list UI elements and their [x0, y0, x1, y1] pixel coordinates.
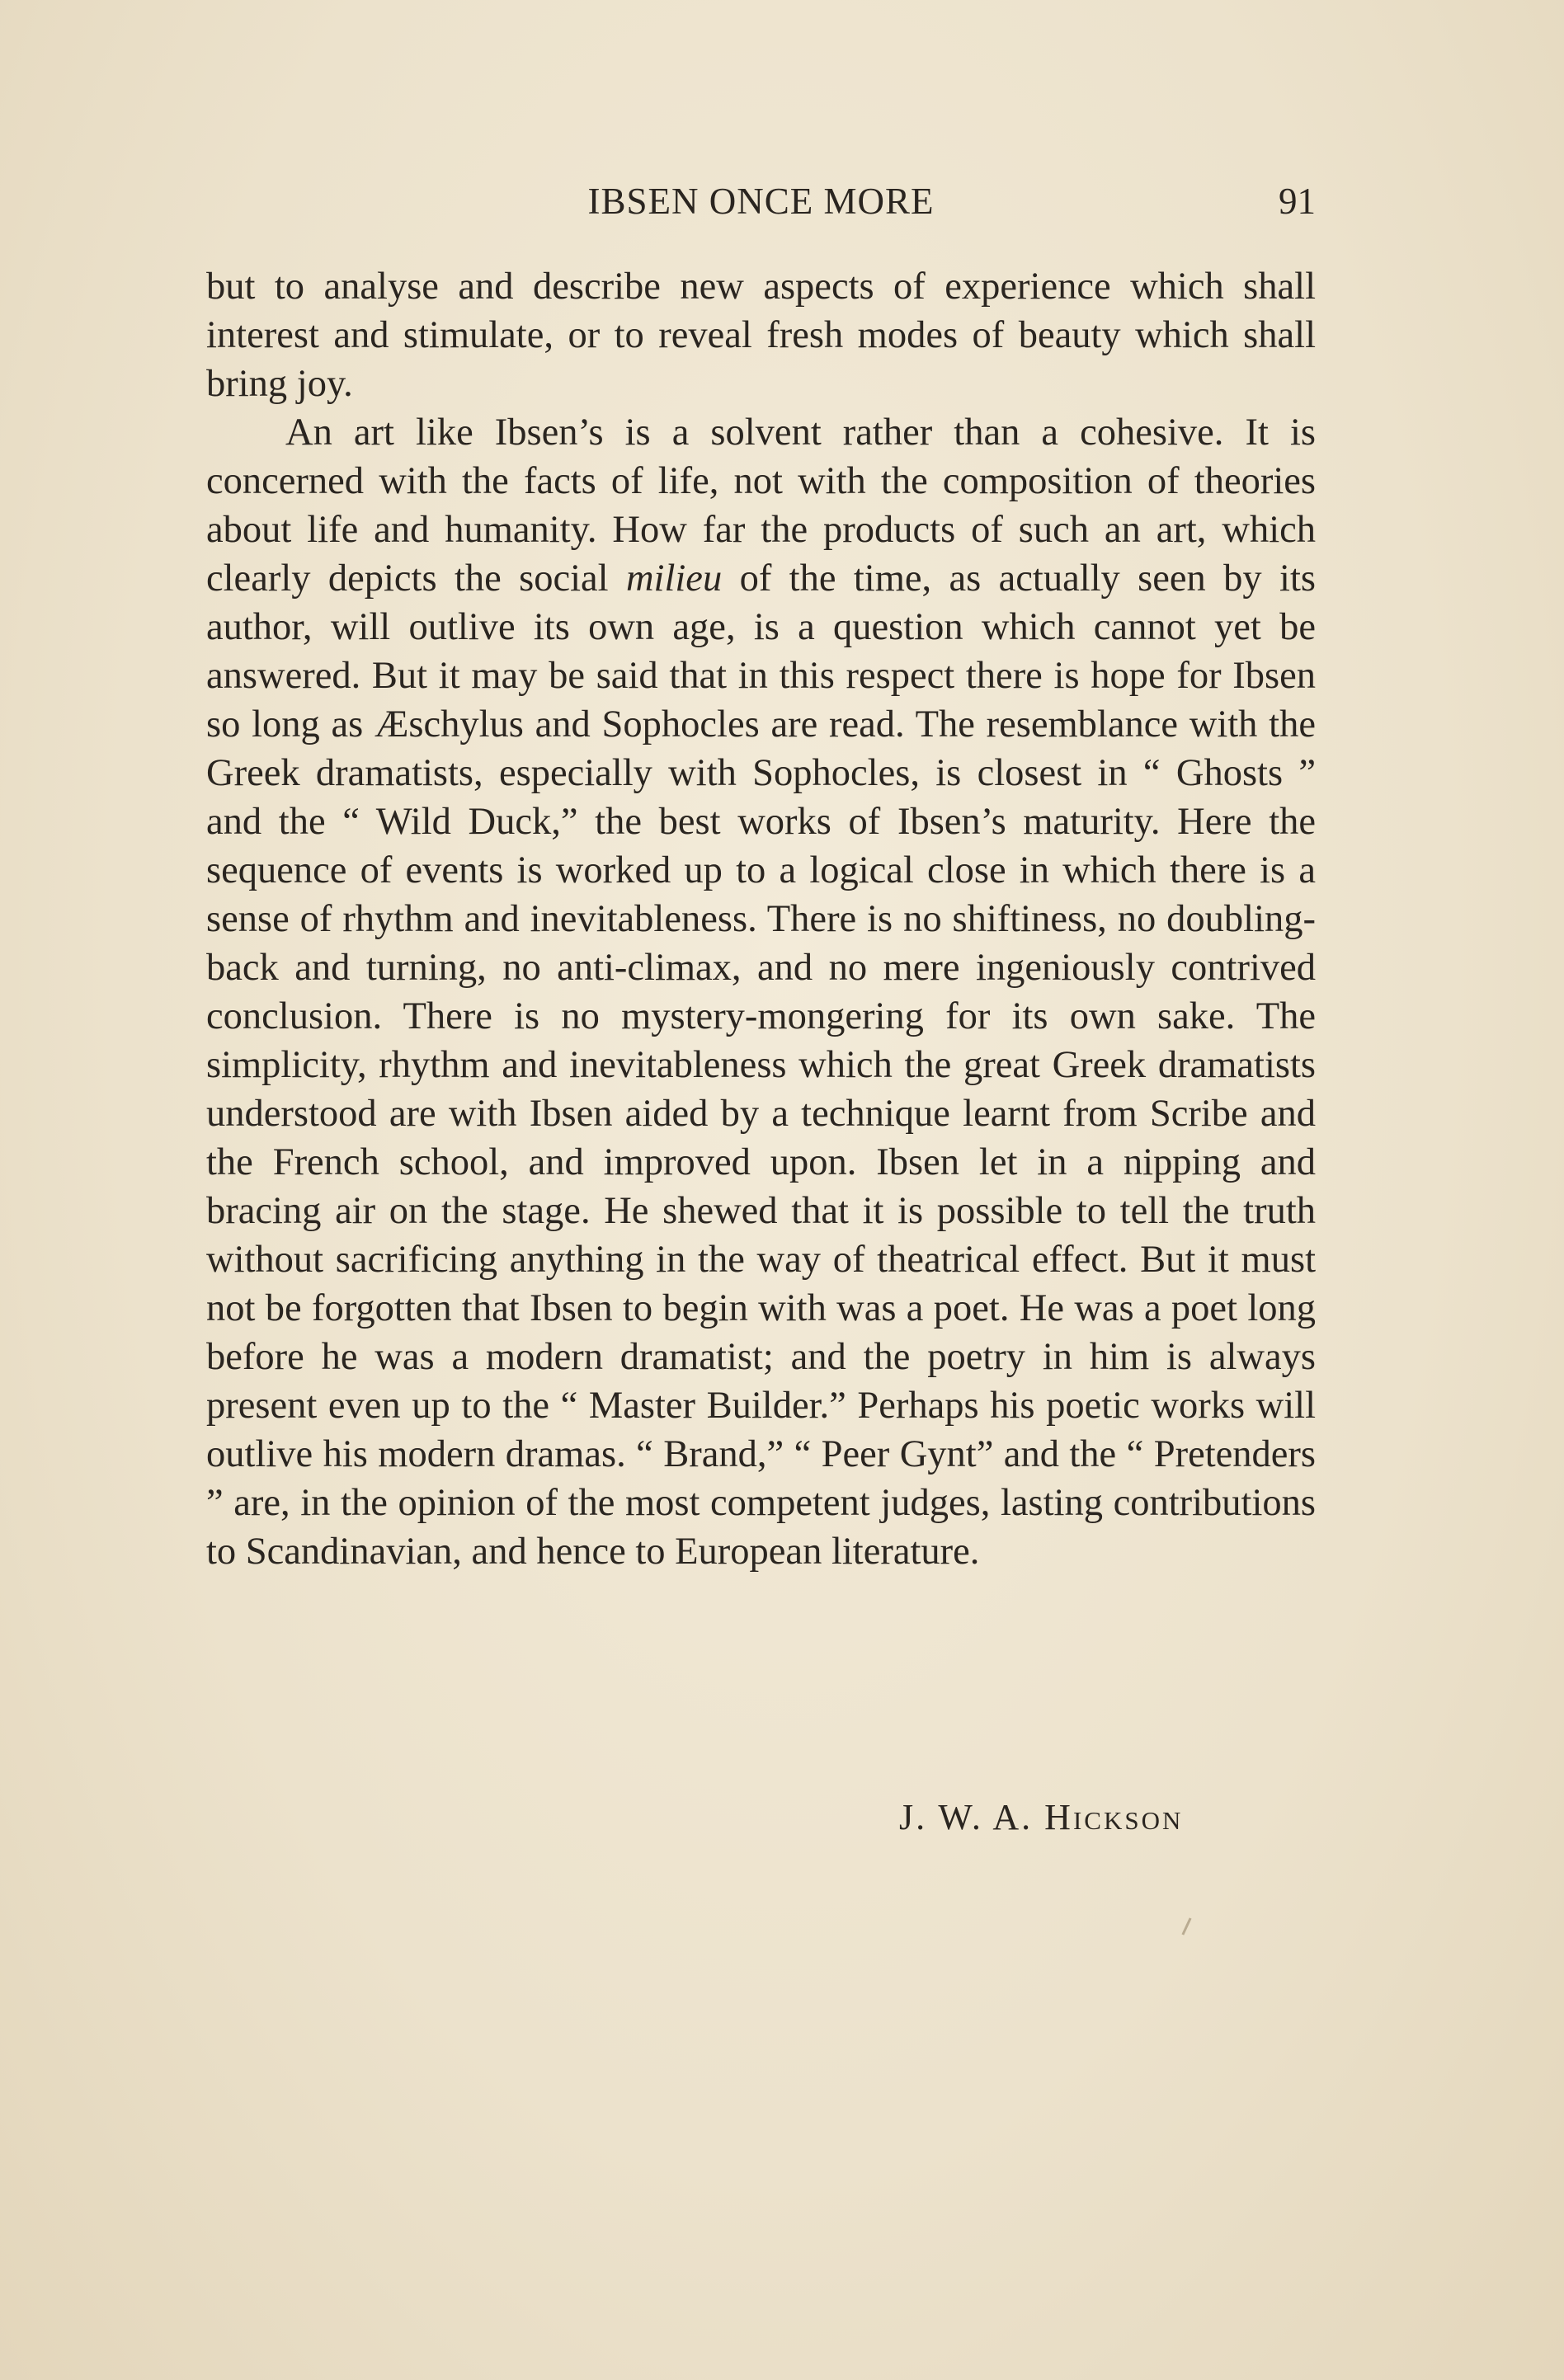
- paper-mark: [1181, 1917, 1191, 1935]
- page-header: [206, 180, 1316, 233]
- paragraph-continued: but to analyse and describe new aspects of experience which shall interest and stimulate, or to reveal fresh modes of beauty which shall bring joy.: [206, 266, 1316, 405]
- author-signature: J. W. A. Hickson: [899, 1797, 1184, 1837]
- page-number: 91: [1279, 181, 1316, 222]
- paragraph-text-part1: An art like Ibsen’s is a solvent rather than a cohesive. It is concerned with the facts of life, not with the composition of theories about life and humanity. How far the products of such an art, which clearly depicts the social: [206, 412, 1316, 600]
- paragraph-ibsen-art: [206, 408, 1316, 1576]
- running-title: IBSEN ONCE MORE: [587, 181, 935, 222]
- italic-milieu: milieu: [625, 557, 723, 600]
- body-text: [206, 262, 1316, 1576]
- paragraph-text-part2: of the time, as actually seen by its author, will outlive its own age, is a question which cannot yet be answered. But it may be said that in this respect there is hope for Ibsen so long as Æschylus and Sophocles are read. The resemblance with the Greek dramatists, especially with Sophocles, is closest in “ Ghosts ” and the “ Wild Duck,” the best works of Ibsen’s maturity. Here the sequence of events is worked up to a logical close in which there is a sense of rhythm and inevitableness. There is no shiftiness, no doubling-back and turning, no anti-climax, and no mere ingeniously contrived conclusion. There is no mystery-mongering for its own sake. The simplicity, rhythm and inevitableness which the great Greek dramatists understood are with Ibsen aided by a technique learnt from Scribe and the French school, and improved upon. Ibsen let in a nipping and bracing air on the stage. He shewed that it is possible to tell the truth without sacrificing anything in the way of theatrical effect. But it must not be forgotten that Ibsen to begin with was a poet. He was a poet long before he was a modern dramatist; and the poetry in him is always present even up to the “ Master Builder.” Perhaps his poetic works will outlive his modern dramas. “ Brand,” “ Peer Gynt” and the “ Pretenders ” are, in the opinion of the most competent judges, lasting contributions to Scandinavian, and hence to European literature.: [206, 557, 1316, 1573]
